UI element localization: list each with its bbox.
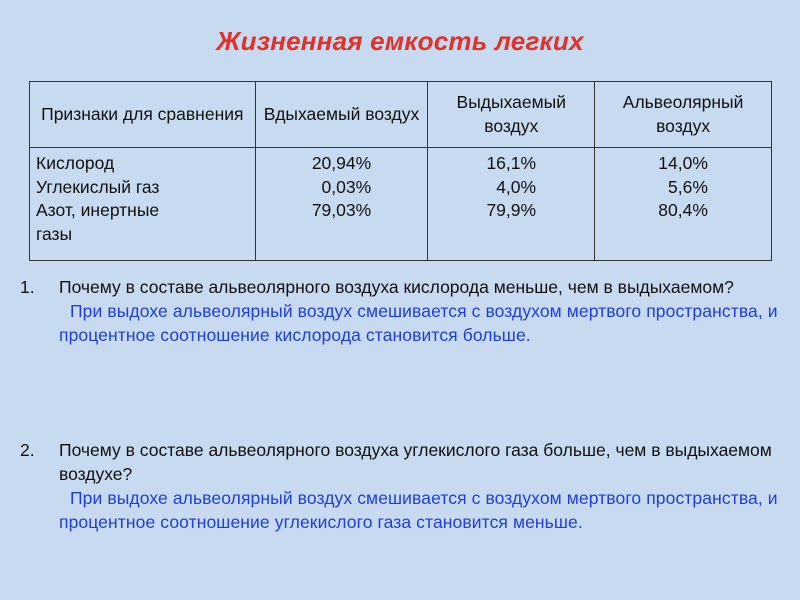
exhaled-co2-value: 4,0%	[496, 176, 537, 197]
feature-carbon-dioxide: Углекислый газ	[36, 176, 160, 197]
exhaled-values-cell	[428, 148, 595, 261]
table-header-row	[30, 82, 772, 148]
header-inhaled-air: Вдыхаемый воздух	[255, 82, 428, 148]
question-number: 1.	[20, 277, 35, 297]
answer-text: При выдохе альвеолярный воздух смешивается с воздухом мертвого пространства, и процентное соотношение углекислого газа становится меньше.	[59, 488, 778, 532]
header-features: Признаки для сравнения	[30, 82, 256, 148]
exhaled-oxygen-value: 16,1%	[486, 153, 537, 173]
comparison-table	[29, 81, 772, 261]
question-text: Почему в составе альвеолярного воздуха углекислого газа больше, чем в выдыхаемом воздухе?	[59, 440, 772, 484]
feature-oxygen: Кислород	[36, 153, 115, 173]
features-cell	[30, 148, 256, 261]
inhaled-nitrogen-value: 79,03%	[311, 200, 372, 221]
alveolar-nitrogen-value: 80,4%	[658, 200, 708, 221]
exhaled-nitrogen-value: 79,9%	[486, 200, 537, 221]
alveolar-values-cell	[595, 148, 772, 261]
header-alveolar-air: Альвеолярный воздух	[595, 82, 772, 148]
question-item	[20, 438, 780, 534]
table-row	[30, 148, 772, 261]
alveolar-oxygen-value: 14,0%	[658, 153, 708, 173]
question-number: 2.	[20, 440, 35, 460]
inhaled-values-cell	[255, 148, 428, 261]
inhaled-co2-value: 0,03%	[321, 176, 372, 197]
question-text: Почему в составе альвеолярного воздуха кислорода меньше, чем в выдыхаемом?	[59, 277, 734, 297]
header-exhaled-air: Выдыхаемый воздух	[428, 82, 595, 148]
inhaled-oxygen-value: 20,94%	[311, 153, 372, 173]
question-item	[20, 275, 780, 347]
feature-gases: газы	[36, 223, 73, 244]
page-title: Жизненная емкость легких	[216, 26, 584, 56]
answer-text: При выдохе альвеолярный воздух смешивается с воздухом мертвого пространства, и процентное соотношение кислорода становится больше.	[59, 301, 778, 345]
feature-nitrogen: Азот, инертные	[36, 200, 160, 221]
alveolar-co2-value: 5,6%	[668, 176, 708, 197]
